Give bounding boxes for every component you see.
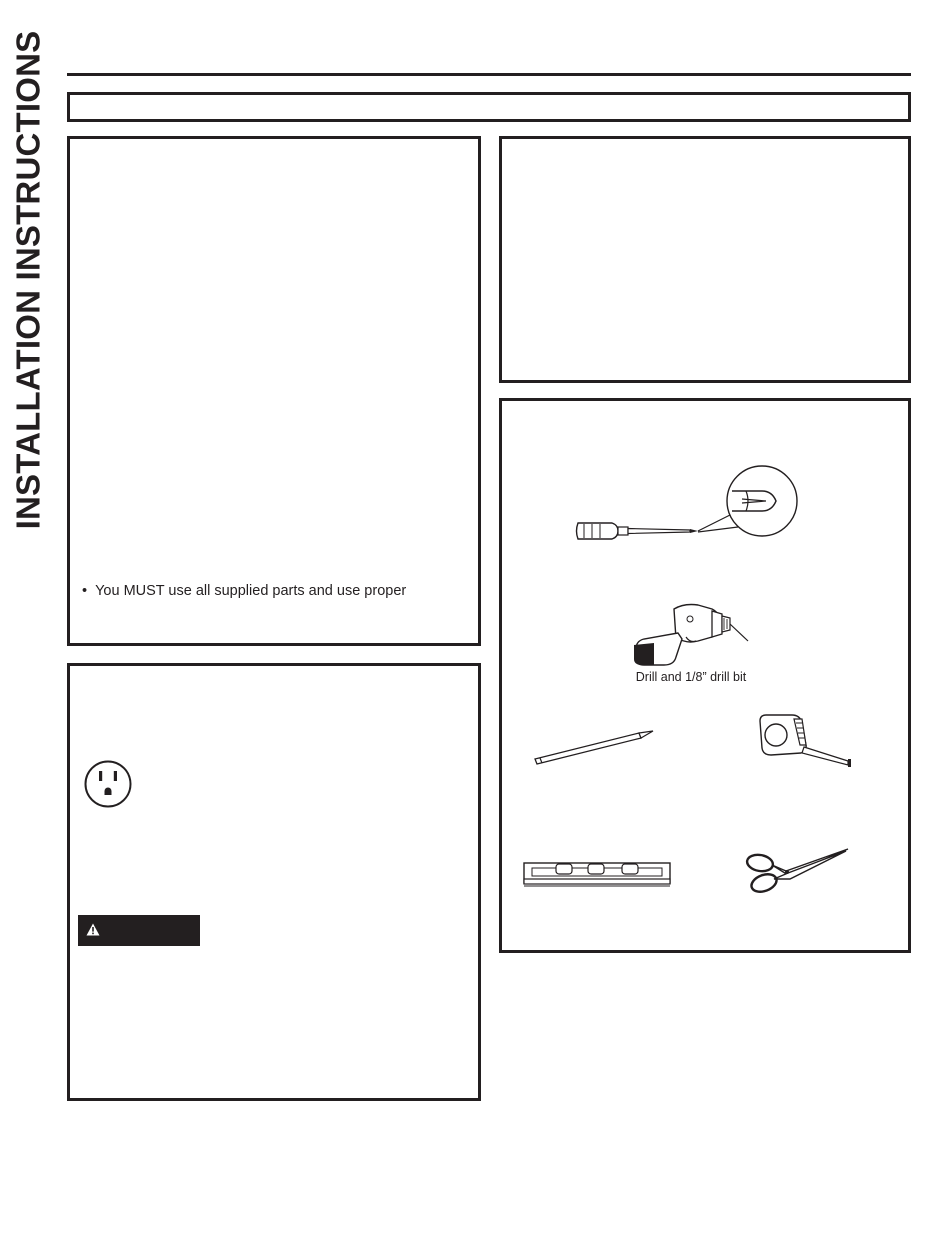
drill-caption: Drill and 1/8” drill bit xyxy=(635,670,747,684)
scissors-icon xyxy=(742,843,852,897)
warning-triangle-icon xyxy=(86,923,100,936)
phillips-screwdriver-icon xyxy=(572,463,812,553)
side-title-text: INSTALLATION INSTRUCTIONS xyxy=(9,30,46,529)
drill-icon xyxy=(624,599,764,667)
side-title xyxy=(4,30,52,529)
tools-box xyxy=(499,398,911,953)
grounded-outlet-icon xyxy=(83,759,133,809)
tape-measure-icon xyxy=(756,711,856,771)
bullet-dot: • xyxy=(82,583,88,599)
right-top-box xyxy=(499,136,911,383)
left-bottom-box xyxy=(67,663,481,1101)
pencil-icon xyxy=(532,729,657,767)
bullet-text: You MUST use all supplied parts and use proper xyxy=(95,583,407,599)
level-icon xyxy=(522,857,672,891)
bullet-item xyxy=(82,583,406,599)
top-rule xyxy=(67,73,911,76)
warning-label xyxy=(78,915,200,946)
left-top-box xyxy=(67,136,481,646)
header-bar xyxy=(67,92,911,122)
